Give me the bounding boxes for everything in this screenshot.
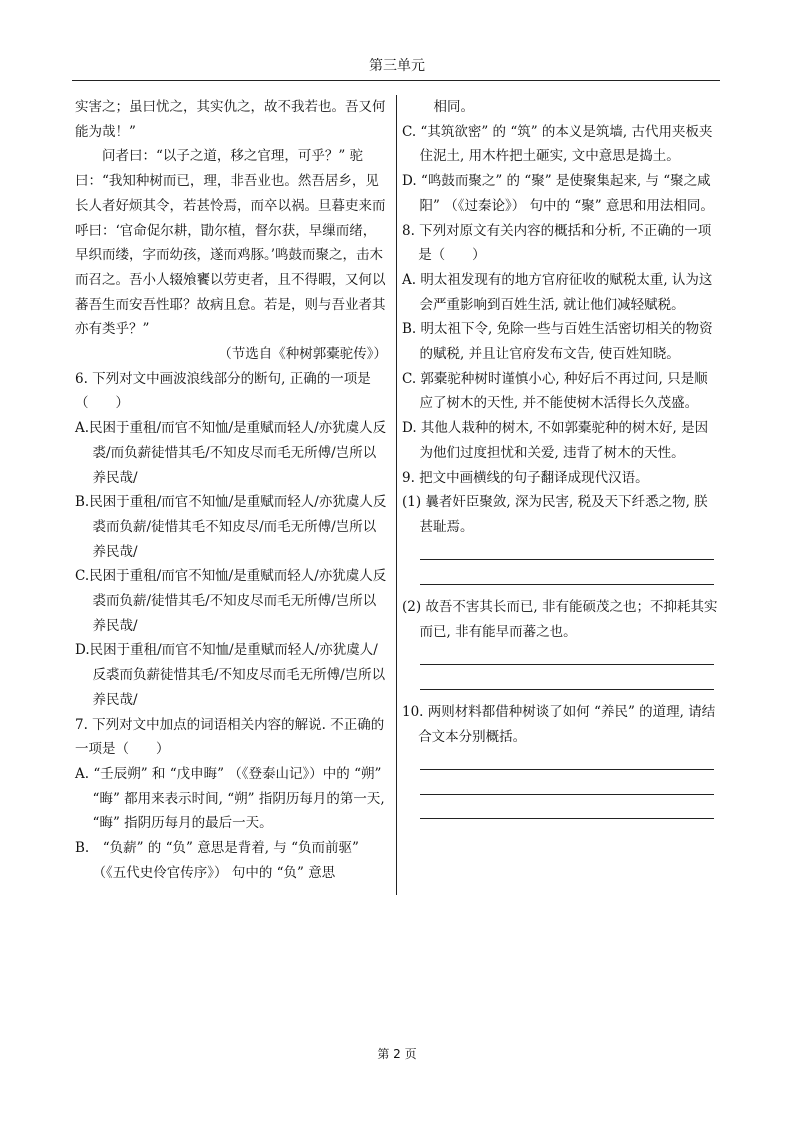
answer-line[interactable] [402, 644, 720, 669]
passage-source: （节选自《种树郭橐驼传》） [218, 346, 387, 363]
header-rule [72, 80, 720, 81]
question-8 [402, 219, 720, 466]
answer-line[interactable] [402, 540, 720, 565]
question-9-sentence-1: (1) 曩者奸臣聚敛, 深为民害, 税及天下纤悉之物, 朕甚耻焉。 [402, 494, 708, 535]
question-9-stem: 9. 把文中画横线的句子翻译成现代汉语。 [402, 469, 649, 486]
page-number: 第 2 页 [377, 1047, 417, 1061]
question-6-option-c: C.民困于重租/而官不知恤/是重赋而轻人/亦犹虞人反裘而负薪/徒惜其毛/不知皮尽而毛无所傅/岂所以养民哉/ [75, 568, 387, 634]
question-6-option-d: D.民困于重租/而官不知恤/是重赋而轻人/亦犹虞人/反裘而负薪徒惜其毛/不知皮尽而毛无所傅/岂所以养民哉/ [75, 642, 386, 708]
question-6-option-b: B.民困于重租/而官不知恤/是重赋而轻人/亦犹虞人反裘而负薪/徒惜其毛不知皮尽/而毛无所傅/岂所以养民哉/ [75, 494, 387, 560]
question-7-option-a: A. “壬辰朔” 和 “戊申晦” （《登泰山记》）中的 “朔” “晦” 都用来表示时间, “朔” 指阴历每月的第一天, “晦” 指阴历每月的最后一天。 [75, 765, 385, 832]
question-9 [402, 466, 720, 694]
answer-line[interactable] [402, 774, 720, 799]
question-6 [75, 367, 387, 713]
answer-line[interactable] [402, 669, 720, 694]
question-7-option-c: C. “其筑欲密” 的 “筑” 的本义是筑墙, 古代用夹板夹住泥土, 用木杵把土砸实, 文中意思是捣土。 [402, 123, 713, 165]
passage-paragraph-1: 实害之；虽曰忧之，其实仇之，故不我若也。吾又何能为哉！” [75, 99, 386, 140]
question-8-stem: 8. 下列对原文有关内容的概括和分析, 不正确的一项是（ ） [402, 222, 712, 264]
question-10-stem: 10. 两则材料都借种树谈了如何 “养民” 的道理, 请结合文本分别概括。 [402, 703, 716, 745]
question-8-option-a: A. 明太祖发现有的地方官府征收的赋税太重, 认为这会严重影响到百姓生活, 就让他们减轻赋税。 [402, 271, 713, 313]
answer-line[interactable] [402, 564, 720, 589]
question-7-option-b: B. “负薪” 的 “负” 意思是背着, 与 “负而前驱” （《五代史伶官传序》） 句中的 “负” 意思 [75, 840, 359, 881]
answer-line[interactable] [402, 749, 720, 774]
question-7 [75, 713, 387, 886]
answer-line[interactable] [402, 799, 720, 824]
question-8-option-d: D. 其他人栽种的树木, 不如郭橐驼种的树木好, 是因为他们过度担忧和关爱, 违背了树木的天性。 [402, 420, 709, 461]
right-column [402, 95, 720, 823]
question-10 [402, 700, 720, 823]
passage-paragraph-2: 问者曰：“以子之道，移之官理，可乎？” 驼曰：“我知种树而已，理，非吾业也。然吾居乡，见长人者好烦其令，若甚怜焉，而卒以祸。旦暮吏来而呼曰：‘官命促尔耕，勖尔植，督尔获，早缫而绪，早织而缕，字而幼孩，遂而鸡豚。’鸣鼓而聚之，击木而召之。吾小人辍飧饔以劳吏者，且不得暇，又何以蕃吾生而安吾性耶？故病且怠。若是，则与吾业者其亦有类乎？” [75, 148, 386, 338]
question-8-option-c: C. 郭橐驼种树时谨慎小心, 种好后不再过问, 只是顺应了树木的天性, 并不能使树木活得长久茂盛。 [402, 370, 708, 412]
question-6-stem: 6. 下列对文中画波浪线部分的断句, 正确的一项是（ ） [75, 370, 371, 412]
question-7-stem: 7. 下列对文中加点的词语相关内容的解说. 不正确的一项是（ ） [75, 716, 385, 758]
question-6-option-a: A.民困于重租/而官不知恤/是重赋而轻人/亦犹虞人反裘/而负薪徒惜其毛/不知皮尽而毛无所傅/岂所以养民哉/ [75, 420, 387, 486]
page-header: 第三单元 [369, 58, 425, 74]
question-7-option-d: D. “鸣鼓而聚之” 的 “聚” 是使聚集起来, 与 “聚之咸阳” （《过秦论》） 句中的 “聚” 意思和用法相同。 [402, 173, 714, 214]
question-8-option-b: B. 明太祖下令, 免除一些与百姓生活密切相关的物资的赋税, 并且让官府发布文告, 使百姓知晓。 [402, 321, 713, 363]
column-divider [396, 95, 397, 895]
question-9-sentence-2: (2) 故吾不害其长而已, 非有能硕茂之也；不抑耗其实而已, 非有能早而蕃之也。 [402, 599, 718, 640]
question-7-option-b-continued: 相同。 [433, 99, 475, 115]
left-column [75, 95, 387, 886]
